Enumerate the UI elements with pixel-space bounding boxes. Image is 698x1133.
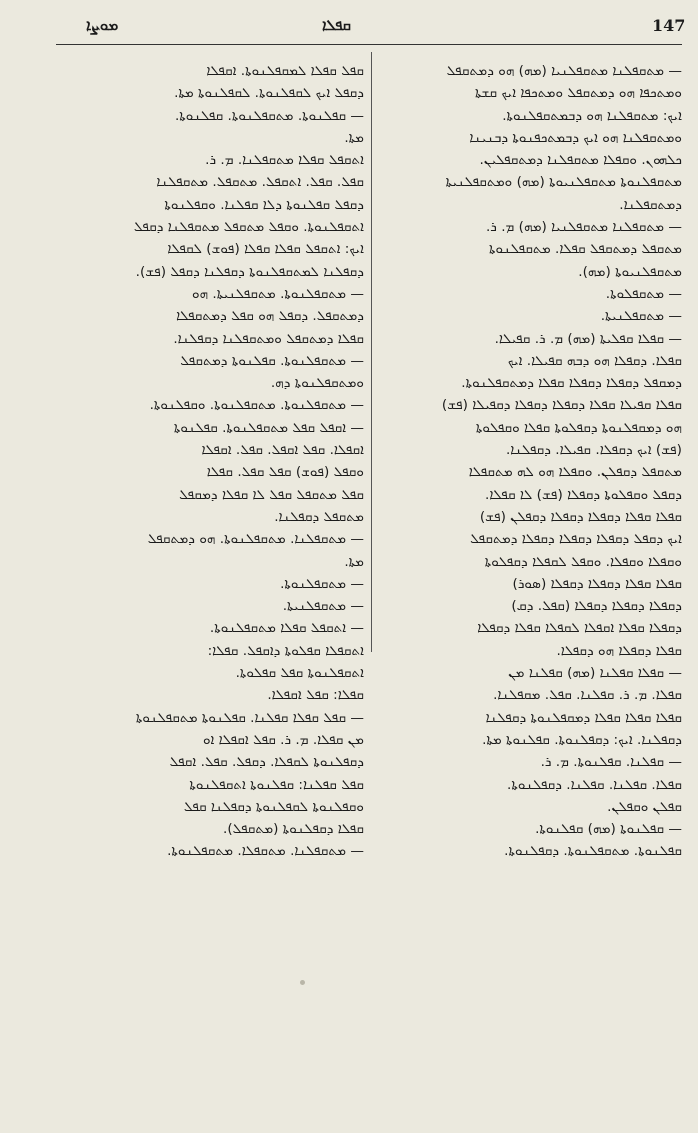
text-line: — ܡܬܩܦܠܢܘܬܐ. [280,575,364,592]
text-line: ܕܩܦܠܐ ܩܦܠܐ ܐܩܦܠܐ ܠܩܦܠܐ ܩܦܠܐ ܕܩܦܠܐ [477,620,682,637]
text-line: ܡܬܩܦܠ ܕܩܦܠܢ. ܘܩܦܠܐ ܗܘ ܠܗ ܡܬܩܦܠܐ [468,464,682,481]
text-line: ܘܡܬܟܦܐ ܗܘ ܕܡܬܩܦܠ ܘܡܬܟܦܐ ܐܝܟ ܩܫܬܐ [475,85,682,102]
text-line: ܕܡܬܩܦܠܢܐ. [619,196,682,213]
text-line: ܕܩܦܠ ܐܝܟ ܠܩܦܠܢܘܬܐ. ܠܩܦܠܢܘܬܐ ܡܬܐ. [174,85,364,102]
text-line: — ܐܩܦܠ ܩܦܠ ܡܬܩܦܠܢܘܬܐ. ܩܦܠܢܘܬܐ [173,419,364,436]
text-line: ܡܬܩܦܠܢܘܬܐ ܡܬܩܦܠܢܝܘܬܐ (ܡܗ) ܘܡܬܩܦܠܢܝܬܐ [445,174,682,191]
text-line: ܩܦܠܐ. ܕܩܦܠܐ ܗܘ ܕܒܗ ܩܦܝܠܐ. ܐܝܟ [507,352,682,369]
header-rule [56,44,682,45]
text-line: ܩܦܠܐ ܕܩܦܠܢܘܬܐ (ܡܬܩܦܠ). [223,821,364,838]
text-line: ܩܦܠܐ ܩܦܠܐ ܕܩܦܠܐ ܕܩܦܠܐ ܕܩܦܠܢ (ܦܫ) [479,508,682,525]
text-line: ܩܦܠ ܩܦܠܢܐ: ܩܦܠܢܘܬܐ ܐܬܩܦܠܢܘܬܐ [189,776,364,793]
text-line: — ܡܬܩܦܠܢܝܬܐ. [282,598,364,615]
text-line: ܕܩܦܠ ܩܦܠܢܘܬܐ ܕܠܐ ܩܦܠܢܐ. ܘܩܦܠܢܘܬܐ [164,196,364,213]
text-line: ܕܡܬܩܦܠ. ܕܩܦܠ ܗܘ ܩܦܠ ܕܡܬܩܦܠܐ [176,308,364,325]
text-line: ܡܬܩܦܠܢܝܘܬܐ (ܡܗ). [578,263,682,280]
text-line: — ܩܦܠܐ ܩܦܠܢܐ (ܡܗ) ܩܦܠܢܐ ܡܢ [508,665,682,682]
text-line: ܐܬܩܦܠܢܘܬܐ. ܘܩܦܠ ܡܬܩܦܠ ܡܬܩܦܠܢܐ ܕܩܦܠ [133,219,364,236]
page-number: 147 [652,16,686,35]
text-line: ܩܦܠܐ ܩܦܝܠܐ ܩܦܠܐ ܕܩܦܠܐ ܕܩܦܠܐ ܕܩܦܝܠܐ (ܦܫ) [441,397,682,414]
text-line: ܐܝܟ ܕܩܦܠ ܕܩܦܠܐ ܕܩܦܠܐ ܕܩܦܠܐ ܕܡܬܩܦܠ [470,531,682,548]
text-line: — ܡܬܩܦܠܢܐ. ܡܬܩܦܠܐ. ܡܬܩܦܠܢܘܬܐ. [167,843,364,860]
text-line: ܡܬܩܦܠ ܕܡܬܩܦܠ ܩܦܠܐ. ܡܬܩܦܠܢܘܬܐ [489,241,682,258]
text-line: ܩܦܠܢ ܘܩܦܠܢ. [607,798,682,815]
text-line: — ܩܦܠܢܘܬܐ (ܡܗ) ܩܦܠܢܘܬܐ. [535,821,682,838]
text-line: ܩܦܠܐ ܕܩܦܠܐ ܗܘ ܕܩܦܠܐ. [556,642,682,659]
text-line: ܩܦܠܐ. ܡ. ܪ. ܩܦܠܢܐ. ܩܦܠ. ܡܩܦܠܢܐ. [493,687,682,704]
text-line: ܐܬܩܦܠܢܘܬܐ ܩܦܠ ܩܦܠܘܬܐ. [235,665,364,682]
text-line: ܕܩܦܠܢܐ ܠܡܬܩܦܠܢܘܬܐ ܕܩܦܠܢܐ ܕܩܦܠ (ܦܫ). [135,263,364,280]
right-column [380,60,682,863]
text-line: ܕܩܦܠܐ ܕܩܦܠܐ ܕܩܦܠܐ (ܩܦܠ. ܕܩ) [511,598,682,615]
text-line: — ܩܦܠܢܐ. ܩܦܠܢܘܬܐ. ܡ. ܪ. [540,754,682,771]
text-line: — ܡܬܩܦܠܢܐ ܡܬܩܦܠܢܝܐ (ܡܗ) ܗܘ ܕܡܬܩܦܠ [446,63,682,79]
text-line: ܕܩܦܠܢܐ. ܐܝܟ: ܕܩܦܠܢܘܬܐ. ܩܦܠܢܘܬܐ ܡܬܐ. [482,731,682,748]
text-line: — ܡܬܩܦܠܢܝܬܐ. [600,308,682,325]
text-line: ܡܬܩܦܠ ܕܩܦܠܢܐ. [274,508,364,525]
text-line: ܩܦܠܐ ܩܦܠܐ ܩܦܠܐ ܕܡܩܦܠܢܘܬܐ ܕܩܦܠܢܐ [485,709,682,726]
text-line: — ܩܦܠܐ ܩܦܠܝܬܐ (ܡܗ) ܡ. ܪ. ܩܦܝܠܐ. [494,330,682,347]
text-line: ܩܦܠܐ: ܩܦܠ ܐܩܦܠܐ. [267,687,364,704]
text-line: ܟܠܗܘܢ. ܘܩܦܠܐ ܡܬܩܦܠܢܐ ܕܡܬܩܦܠܝܢ. [479,152,682,169]
text-line: ܩܦܠܐ ܕܡܬܩܦܠ ܘܡܬܩܦܠܢܐ ܕܩܦܠܢܐ. [173,330,364,347]
text-line: ܘܡܬܩܦܠܢܐ ܗܘ ܐܝܟ ܕܒܡܬܟܦܢܘܬܐ ܕܒܢܝܢܐ [469,129,682,146]
text-line: — ܡܬܩܦܠܢܐ. ܡܬܩܦܠܢܘܬܐ. ܗܘ ܕܡܬܩܦܠ [147,531,364,548]
text-line: ܩܦܠܢܘܬܐ. ܡܬܩܦܠܢܘܬܐ. ܕܩܦܠܢܘܬܐ. [504,843,682,860]
column-divider [371,52,372,652]
text-line: ܩܦܠ ܡܬܩܦܠ ܩܦܠ ܠܐ ܩܦܠܐ ܕܡܩܦܠ [179,486,364,503]
text-line: — ܐܬܩܦܠ ܩܦܠܐ ܡܬܩܦܠܢܘܬܐ. [209,620,364,637]
text-line: ܩܦܠܐ ܩܦܠܐ ܕܩܦܠܐ ܕܩܦܠܐ (ܣܘܪ) [512,575,682,592]
text-line: ܐܬܩܦܠ ܩܦܠܐ ܡܬܩܦܠܢܐ. ܡ. ܪ. [205,152,364,169]
text-line: ܡܢ ܩܦܠܐ. ܡ. ܪ. ܩܦܠ ܐܩܦܠܐ ܐܘ [202,731,364,748]
left-column [56,60,364,863]
text-line: — ܡܬܩܦܠܘܬܐ. [605,285,682,302]
text-line: (ܦܫ) ܐܝܟ ܕܩܦܠܐ. ܩܦܝܠܐ. ܕܩܦܠܢܐ. [505,442,682,459]
text-line: ܐܝܟ: ܐܬܩܦܠ ܩܦܠܐ ܩܦܠܐ (ܦܘܫ) ܠܩܦܠܐ [167,241,364,258]
text-line: ܩܦܠܐ. ܩܦܠܢܐ. ܩܦܠܢܐ. ܕܩܦܠܢܘܬܐ. [507,776,682,793]
text-line: ܘܩܦܠ (ܦܘܫ) ܩܦܠ ܩܦܠ. ܩܦܠܐ [206,464,364,481]
text-line: ܗܘ ܕܡܩܦܠܢܘܬܐ ܕܩܦܠܘܬܐ ܩܦܠܐ ܘܩܦܠܘܬܐ [475,419,682,436]
text-line: — ܡܬܩܦܠܢܘܬܐ. ܡܬܩܦܠܢܘܬܐ. ܘܩܦܠܢܘܬܐ. [149,397,364,414]
text-line: ܐܬܩܦܠܐ ܩܦܠܘܬܐ ܕܐܩܦܠ. ܩܦܠܐ: [207,642,364,659]
text-line: ܐܩܦܠܐ. ܩܦܠ ܐܩܦܠ. ܩܦܠ. ܐܩܦܠܐ [201,442,364,459]
text-line: ܡܬܐ. [344,129,364,146]
text-line: ܘܩܦܠܢܘܬܐ ܠܩܦܠܢܘܬܐ ܕܩܦܠܢܐ ܩܦܠ [183,798,364,815]
text-line: ܩܦܠ ܩܦܠܐ ܠܡܩܦܠܢܘܬܐ. ܐܩܦܠܐ [206,63,364,79]
text-line: ܩܦܠ. ܩܦܠ. ܐܬܩܦܠ. ܡܬܩܦܠ. ܡܬܩܦܠܢܐ [156,174,364,191]
text-line: ܕܩܦܠܢܘܬܐ ܠܩܦܠܐ. ܕܩܦܠ. ܩܦܠ. ܐܩܦܠ [169,754,364,771]
text-line: ܐܝܟ: ܡܬܩܦܠܢܐ ܗܘ ܕܒܡܬܩܦܠܢܘܬܐ. [502,107,682,124]
running-head-left: ܡܘܨܐ [86,16,119,34]
text-line: — ܡܬܩܦܠܢܘܬܐ. ܡܬܩܦܠܢܝܬܐ. ܗܘ [191,285,364,302]
text-line: ܘܩܦܠܐ ܘܩܦܠܐ. ܘܩܦܠ ܠܩܦܠܐ ܕܩܦܠܘܬܐ [484,553,682,570]
text-line: — ܡܬܩܦܠܢܘܬܐ. ܩܦܠܢܘܬܐ ܕܡܬܩܦܠ [180,352,364,369]
text-line: — ܡܬܩܦܠܢܐ ܡܬܩܦܠܢܝܐ (ܡܗ) ܡ. ܪ. [485,219,682,236]
paper-spot [300,980,305,985]
running-head-center: ܩܦܠܐ [322,16,351,34]
text-line: ܘܡܬܩܦܠܢܘܬܐ ܕܗ. [270,375,364,392]
text-line: — ܩܦܠܢܘܬܐ. ܡܬܩܦܠܢܘܬܐ. ܩܦܠܢܘܬܐ. [174,107,364,124]
text-line: ܕܩܦܠ ܘܩܦܠܘܬܐ ܕܩܦܠܐ (ܦܫ) ܠܐ ܩܦܠܐ. [485,486,682,503]
text-line: ܕܡܩܦܠ ܕܩܦܠܐ ܕܩܦܠܐ ܩܦܠܐ ܕܡܬܩܦܠܢܘܬܐ. [461,375,682,392]
text-line: ܡܬܐ. [344,553,364,570]
text-line: — ܩܦܠ ܩܦܠܐ ܩܦܠܢܐ. ܩܦܠܢܘܬܐ ܡܬܩܦܠܢܘܬܐ [135,709,364,726]
